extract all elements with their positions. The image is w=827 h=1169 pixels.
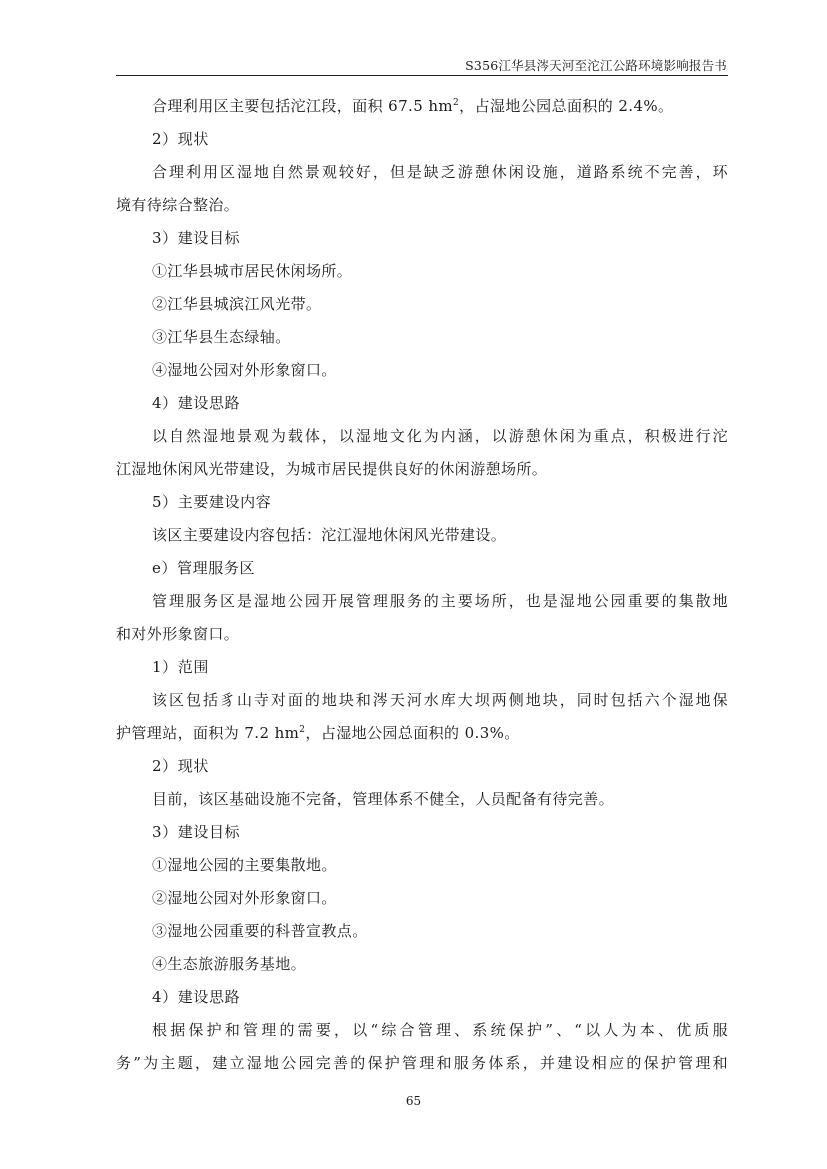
list-item: ③江华县生态绿轴。 (152, 328, 291, 346)
paragraph-line: 以自然湿地景观为载体，以湿地文化为内涵，以游憩休闲为重点，积极进行沱 (152, 427, 728, 445)
paragraph-line: 管理服务区是湿地公园开展管理服务的主要场所，也是湿地公园重要的集散地 (152, 592, 728, 610)
list-item: ③湿地公园重要的科普宣教点。 (152, 922, 368, 940)
paragraph-line: 江湿地休闲风光带建设，为城市居民提供良好的休闲游憩场所。 (116, 460, 548, 478)
paragraph-line: 境有待综合整治。 (116, 196, 240, 214)
superscript: 2 (299, 725, 306, 735)
running-header-title: S356江华县涔天河至沱江公路环境影响报告书 (465, 58, 727, 73)
subsection-heading: 3）建设目标 (152, 229, 241, 247)
paragraph-line: 务”为主题，建立湿地公园完善的保护管理和服务体系，并建设相应的保护管理和 (116, 1054, 728, 1072)
list-item: ②江华县城滨江风光带。 (152, 295, 322, 313)
list-item: ①湿地公园的主要集散地。 (152, 856, 337, 874)
paragraph-line: 该区主要建设内容包括：沱江湿地休闲风光带建设。 (152, 526, 507, 544)
subsection-heading: 4）建设思路 (152, 988, 241, 1006)
list-item: ④生态旅游服务基地。 (152, 955, 307, 973)
paragraph-line: 和对外形象窗口。 (116, 625, 240, 643)
superscript: 2 (453, 98, 460, 108)
text-run: ，占湿地公园总面积的 2.4%。 (459, 97, 674, 115)
list-item: ①江华县城市居民休闲场所。 (152, 262, 353, 280)
subsection-heading: 2）现状 (152, 757, 209, 775)
text-run: ，占湿地公园总面积的 0.3%。 (305, 724, 520, 742)
subsection-heading: 2）现状 (152, 130, 209, 148)
paragraph-line: 根据保护和管理的需要，以“综合管理、系统保护”、“以人为本、优质服 (152, 1021, 728, 1039)
subsection-heading: 3）建设目标 (152, 823, 241, 841)
paragraph-line: 合理利用区湿地自然景观较好，但是缺乏游憩休闲设施，道路系统不完善，环 (152, 163, 728, 181)
paragraph-line (116, 717, 728, 750)
document-body (116, 90, 728, 1080)
text-run: 护管理站，面积为 7.2 hm (116, 724, 300, 742)
subsection-heading: 4）建设思路 (152, 394, 241, 412)
subsection-heading: 1）范围 (152, 658, 209, 676)
header-rule (116, 75, 728, 76)
subsection-heading: 5）主要建设内容 (152, 493, 272, 511)
paragraph-line (116, 90, 728, 123)
paragraph-line: 目前，该区基础设施不完备，管理体系不健全，人员配备有待完善。 (152, 790, 615, 808)
list-item: ②湿地公园对外形象窗口。 (152, 889, 337, 907)
list-item: ④湿地公园对外形象窗口。 (152, 361, 337, 379)
page-number: 65 (405, 1094, 422, 1108)
section-heading: e）管理服务区 (152, 559, 256, 577)
text-run: 合理利用区主要包括沱江段，面积 67.5 hm (152, 97, 454, 115)
paragraph-line: 该区包括豸山寺对面的地块和涔天河水库大坝两侧地块，同时包括六个湿地保 (152, 691, 728, 709)
